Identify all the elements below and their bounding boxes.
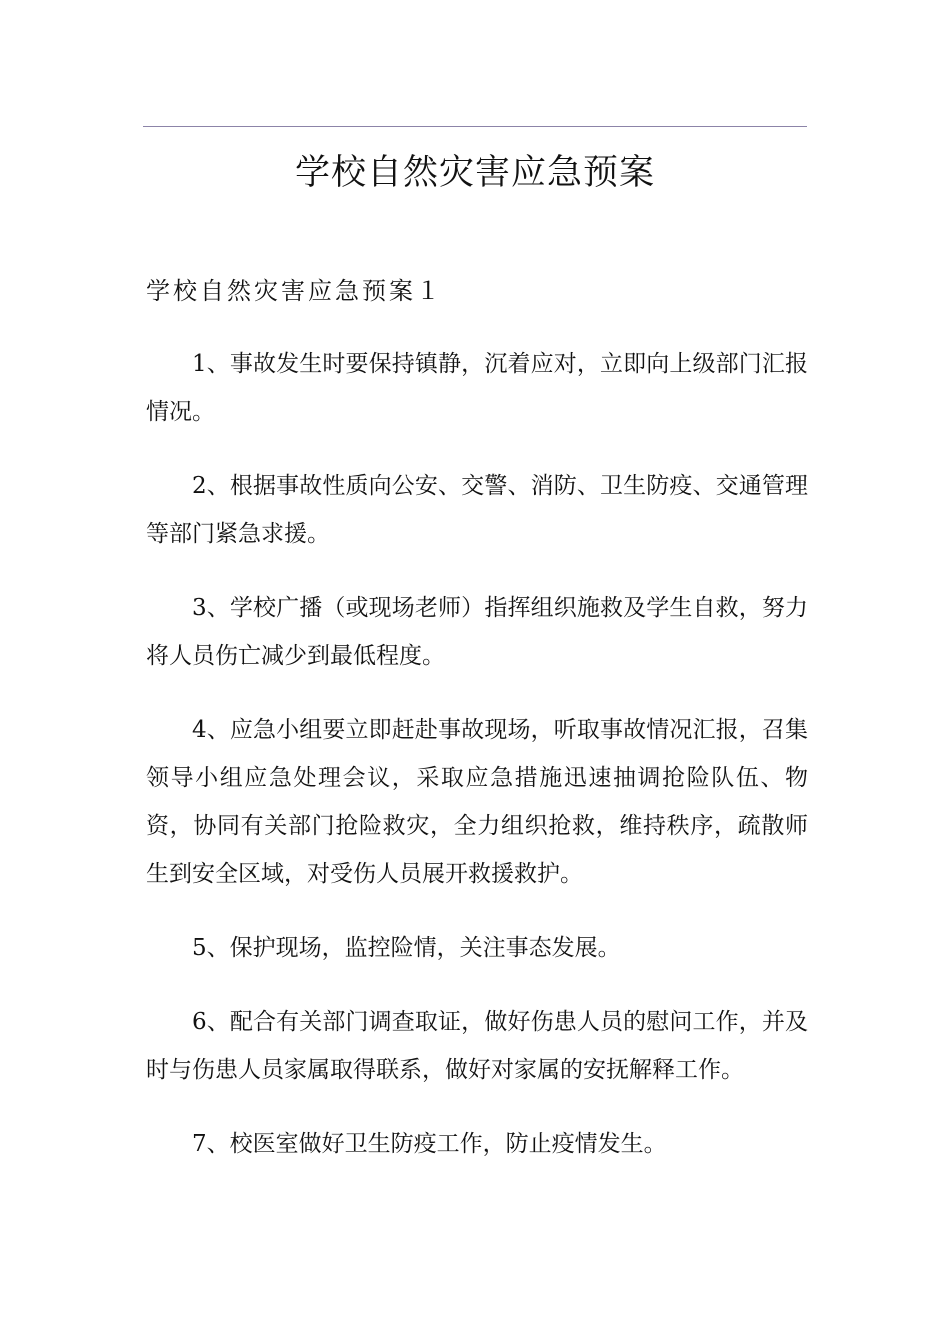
paragraph-3: 3、学校广播（或现场老师）指挥组织施救及学生自救，努力将人员伤亡减少到最低程度。 [146, 595, 808, 669]
paragraph-5: 5、保护现场，监控险情，关注事态发展。 [192, 935, 621, 961]
section-heading: 学校自然灾害应急预案１ [146, 277, 443, 305]
paragraph-6: 6、配合有关部门调查取证，做好伤患人员的慰问工作，并及时与伤患人员家属取得联系，做好对家属的安抚解释工作。 [146, 1009, 808, 1083]
document-body [146, 340, 808, 1194]
paragraph-1: 1、事故发生时要保持镇静，沉着应对，立即向上级部门汇报情况。 [146, 351, 808, 425]
paragraph-4: 4、应急小组要立即赶赴事故现场，听取事故情况汇报，召集领导小组应急处理会议，采取应急措施迅速抽调抢险队伍、物资，协同有关部门抢险救灾，全力组织抢救，维持秩序，疏散师生到安全区域，对受伤人员展开救援救护。 [146, 717, 808, 887]
paragraph-2: 2、根据事故性质向公安、交警、消防、卫生防疫、交通管理等部门紧急求援。 [146, 473, 808, 547]
paragraph-7: 7、校医室做好卫生防疫工作，防止疫情发生。 [192, 1131, 667, 1157]
header-rule [143, 126, 807, 127]
document-title: 学校自然灾害应急预案 [294, 153, 655, 193]
